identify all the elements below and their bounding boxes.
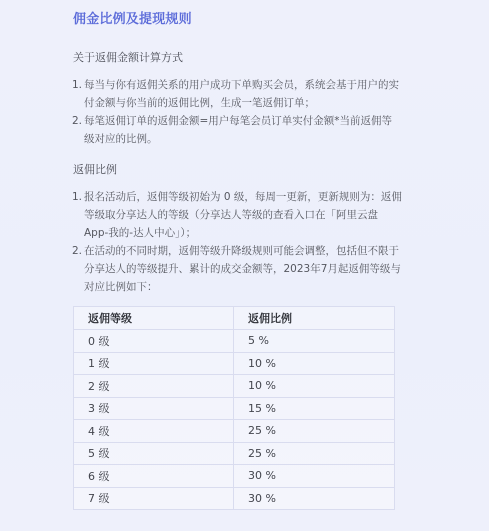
ratio-cell: 30 % xyxy=(234,487,395,510)
table-row xyxy=(74,330,395,353)
list-item-number: 2. xyxy=(72,115,83,127)
list-item xyxy=(72,76,402,112)
level-cell: 4 级 xyxy=(74,420,234,443)
ratio-cell: 15 % xyxy=(234,397,395,420)
ratio-cell: 25 % xyxy=(234,442,395,465)
table-row xyxy=(74,375,395,398)
level-cell: 1 级 xyxy=(74,352,234,375)
column-header-ratio: 返佣比例 xyxy=(234,307,395,330)
ratio-cell: 10 % xyxy=(234,375,395,398)
list-item-text: 每当与你有返佣关系的用户成功下单购买会员，系统会基于用户的实付金额与你当前的返佣比例，生成一笔返佣订单； xyxy=(84,79,399,109)
level-cell: 3 级 xyxy=(74,397,234,420)
column-header-level: 返佣等级 xyxy=(74,307,234,330)
list-item-text: 报名活动后，返佣等级初始为 0 级，每周一更新，更新规则为：返佣等级取分享达人的等级（分享达人等级的查看入口在「阿里云盘App-我的-达人中心」）； xyxy=(84,191,402,239)
ratio-cell: 10 % xyxy=(234,352,395,375)
list-item xyxy=(72,112,402,148)
level-cell: 2 级 xyxy=(74,375,234,398)
table-row xyxy=(74,420,395,443)
section-heading-ratio: 返佣比例 xyxy=(73,163,117,176)
table-row xyxy=(74,397,395,420)
table-row xyxy=(74,487,395,510)
list-item-text: 每笔返佣订单的返佣金额=用户每笔会员订单实付金额*当前返佣等级对应的比例。 xyxy=(84,115,393,145)
ratio-cell: 30 % xyxy=(234,465,395,488)
level-cell: 0 级 xyxy=(74,330,234,353)
section-heading-calc: 关于返佣金额计算方式 xyxy=(73,51,183,64)
list-item-number: 2. xyxy=(72,245,83,257)
level-cell: 7 级 xyxy=(74,487,234,510)
ratio-cell: 5 % xyxy=(234,330,395,353)
table-header-row xyxy=(74,307,395,330)
commission-ratio-table xyxy=(73,306,395,510)
level-cell: 6 级 xyxy=(74,465,234,488)
list-item-number: 1. xyxy=(72,79,83,91)
table-row xyxy=(74,442,395,465)
ratio-cell: 25 % xyxy=(234,420,395,443)
calc-rules-list xyxy=(72,76,402,148)
list-item-number: 1. xyxy=(72,191,83,203)
list-item-text: 在活动的不同时期，返佣等级升降级规则可能会调整，包括但不限于分享达人的等级提升、累计的成交金额等，2023年7月起返佣等级与对应比例如下： xyxy=(84,245,401,293)
list-item xyxy=(72,188,402,242)
page-title: 佣金比例及提现规则 xyxy=(73,12,192,27)
list-item xyxy=(72,242,402,296)
table-row xyxy=(74,352,395,375)
level-cell: 5 级 xyxy=(74,442,234,465)
table-row xyxy=(74,465,395,488)
ratio-rules-list xyxy=(72,188,402,296)
